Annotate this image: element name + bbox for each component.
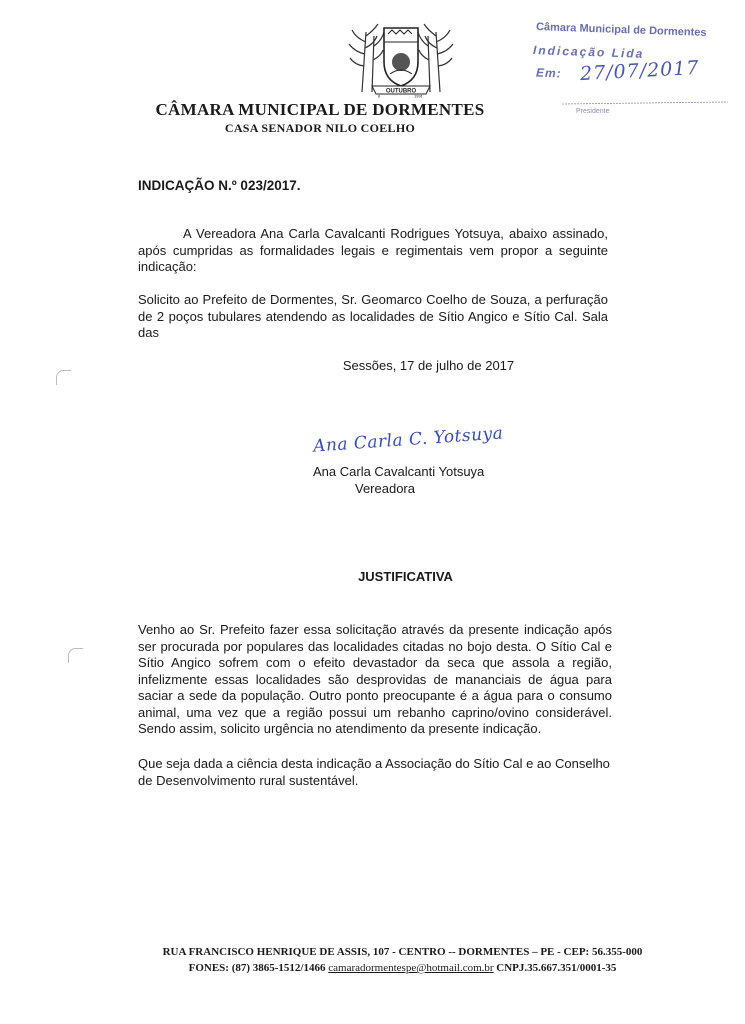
paragraph-notification: Que seja dada a ciência desta indicação a Associação do Sítio Cal e ao Conselho de Desenvolvimento rural sustentável. <box>138 756 610 788</box>
footer-contacts <box>30 962 745 974</box>
justification-heading: JUSTIFICATIVA <box>358 569 453 584</box>
punch-hole-mark <box>56 370 71 385</box>
document-title: INDICAÇÃO N.º 023/2017. <box>138 178 301 193</box>
footer-email-link[interactable]: camaradormentespe@hotmail.com.br <box>328 962 494 974</box>
crest-year-text: 1991 <box>414 93 423 98</box>
stamp-status: Indicação Lida <box>532 43 645 61</box>
institution-subtitle: CASA SENADOR NILO COELHO <box>224 121 416 135</box>
stamp-institution: Câmara Municipal de Dormentes <box>535 21 707 39</box>
footer-cnpj: CNPJ.35.667.351/0001-35 <box>496 962 617 974</box>
signer-role: Vereadora <box>355 481 415 496</box>
punch-hole-mark <box>68 648 83 663</box>
handwritten-signature: Ana Carla C. Yotsuya <box>312 423 504 457</box>
paragraph-intro: A Vereadora Ana Carla Cavalcanti Rodrigues Yotsuya, abaixo assinado, após cumpridas as formalidades legais e regimentais vem propor a seguinte indicação: <box>138 226 608 274</box>
svg-text:8: 8 <box>378 93 381 98</box>
municipal-crest-logo <box>344 22 458 98</box>
stamp-signature-role: Presidente <box>576 108 610 115</box>
stamp-date-label: Em: <box>535 65 562 81</box>
stamp-handwritten-date: 27/07/2017 <box>579 56 701 86</box>
paragraph-justification: Venho ao Sr. Prefeito fazer essa solicitação através da presente indicação após ser procurada por populares das localidades citadas no bojo desta. O Sítio Cal e Sítio Angico sofrem com o efeito devastador da seca que assola a região, infelizmente essas localidades são desprovidas de mananciais de água para saciar a sede da população. Outro ponto preocupante é a água para o consumo animal, uma vez que a região possui um rebanho caprino/ovino considerável. Sendo assim, solicito urgência no atendimento da presente indicação. <box>138 622 612 736</box>
footer-address: RUA FRANCISCO HENRIQUE DE ASSIS, 107 - CENTRO -- DORMENTES – PE - CEP: 56.355-000 <box>162 946 643 958</box>
crest-banner-text: OUTUBRO <box>385 88 417 95</box>
footer-phones: FONES: (87) 3865-1512/1466 <box>188 962 326 974</box>
paragraph-request: Solicito ao Prefeito de Dormentes, Sr. Geomarco Coelho de Souza, a perfuração de 2 poços tubulares atendendo as localidades de Sítio Angico e Sítio Cal. Sala das <box>138 292 608 340</box>
institution-name: CÂMARA MUNICIPAL DE DORMENTES <box>155 100 485 119</box>
signer-name: Ana Carla Cavalcanti Yotsuya <box>313 464 485 479</box>
stamp-signature-line <box>560 96 730 110</box>
session-date: Sessões, 17 de julho de 2017 <box>342 358 515 373</box>
